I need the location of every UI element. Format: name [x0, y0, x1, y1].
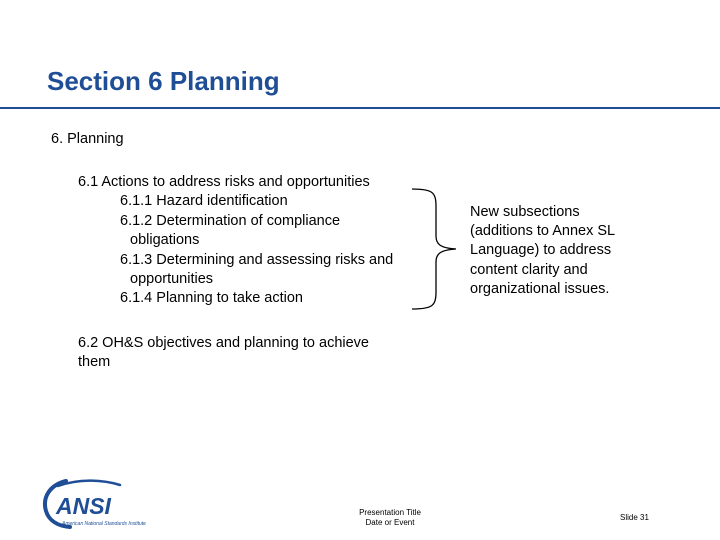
subsection-61-list	[78, 173, 393, 309]
date-or-event: Date or Event	[365, 518, 415, 527]
note-line: Language) to address	[470, 242, 612, 259]
list-item-612-cont: obligations	[130, 232, 200, 249]
note-line: New subsections	[470, 204, 580, 220]
footer-center	[340, 508, 440, 528]
slide-number: Slide 31	[620, 513, 649, 522]
ansi-logo	[40, 475, 200, 531]
subsection-62-line1: 6.2 OH&S objectives and planning to achieve	[78, 335, 369, 351]
list-item-612: 6.1.2 Determination of compliance	[120, 212, 341, 229]
logo-tagline: American National Standards Institute	[62, 521, 146, 527]
list-item-613-cont: opportunities	[130, 271, 214, 288]
title-divider	[0, 107, 720, 109]
presentation-title: Presentation Title	[359, 508, 421, 517]
list-item-613: 6.1.3 Determining and assessing risks and	[120, 251, 394, 268]
list-item-611: 6.1.1 Hazard identification	[120, 193, 288, 210]
note-line: content clarity and	[470, 261, 588, 278]
annotation-note	[470, 203, 670, 299]
list-item-614: 6.1.4 Planning to take action	[120, 290, 303, 307]
slide-title: Section 6 Planning	[47, 66, 280, 96]
subsection-61-label: 6.1 Actions to address risks and opportunities	[78, 174, 370, 190]
section-heading: 6. Planning	[51, 131, 124, 147]
curly-brace-icon	[408, 186, 464, 312]
note-line: (additions to Annex SL	[470, 223, 616, 240]
subsection-62-line2: them	[78, 354, 111, 371]
logo-text: ANSI	[56, 493, 111, 519]
subsection-62	[78, 334, 369, 373]
note-line: organizational issues.	[470, 280, 610, 297]
